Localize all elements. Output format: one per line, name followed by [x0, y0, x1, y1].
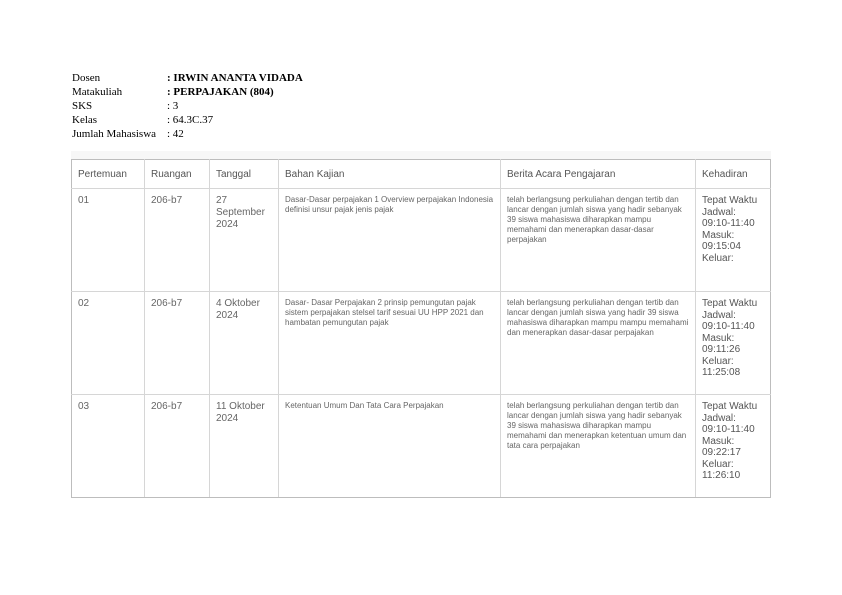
- kehadiran-status: Tepat Waktu: [702, 195, 758, 206]
- kelas-value: : 64.3C.37: [167, 114, 214, 126]
- cell-kehadiran: [696, 395, 771, 498]
- header-kehadiran: Kehadiran: [696, 160, 771, 189]
- matakuliah-label: Matakuliah: [72, 86, 123, 98]
- jumlah-mahasiswa-label: Jumlah Mahasiswa: [72, 128, 157, 140]
- table-row: [72, 189, 771, 292]
- attendance-table: [71, 159, 771, 498]
- cell-bahan-kajian: Dasar-Dasar perpajakan 1 Overview perpajakan Indonesia definisi unsur pajak jenis pajak: [279, 189, 501, 292]
- cell-berita-acara: telah berlangsung perkuliahan dengan tertib dan lancar dengan jumlah siswa yang hadir 39 siswa mahasiswa diharapkan mampu mampu memahami dan menerapkan dasar-dasar perpajakan: [501, 292, 696, 395]
- jumlah-mahasiswa-value: : 42: [167, 128, 184, 140]
- kehadiran-masuk-label: Masuk:: [702, 332, 735, 344]
- cell-pertemuan: 02: [72, 292, 145, 395]
- cell-pertemuan: 03: [72, 395, 145, 498]
- cell-kehadiran: [696, 292, 771, 395]
- header-tanggal: Tanggal: [210, 160, 279, 189]
- kehadiran-jadwal: 09:10-11:40: [702, 424, 755, 435]
- kehadiran-masuk: 09:11:26: [702, 344, 741, 355]
- header-ruangan: Ruangan: [145, 160, 210, 189]
- kehadiran-masuk-label: Masuk:: [702, 229, 735, 241]
- kehadiran-keluar-label: Keluar:: [702, 252, 734, 264]
- kehadiran-jadwal: 09:10-11:40: [702, 321, 755, 332]
- course-info: [72, 71, 303, 141]
- kehadiran-masuk-label: Masuk:: [702, 435, 735, 447]
- header-berita-acara: Berita Acara Pengajaran: [501, 160, 696, 189]
- table-row: [72, 292, 771, 395]
- header-pertemuan: Pertemuan: [72, 160, 145, 189]
- table-row: [72, 395, 771, 498]
- sks-value: : 3: [167, 100, 179, 112]
- attendance-table-wrapper: [71, 151, 771, 498]
- kehadiran-keluar: 11:25:08: [702, 367, 741, 378]
- kehadiran-keluar: 11:26:10: [702, 470, 741, 481]
- cell-berita-acara: telah berlangsung perkuliahan dengan tertib dan lancar dengan jumlah siswa yang hadir sebanyak 39 siswa mahasiswa diharapkan mampu memahami dan menerapkan ketentuan umum dan tata cara perpajakan: [501, 395, 696, 498]
- header-bahan-kajian: Bahan Kajian: [279, 160, 501, 189]
- info-row-jumlah: [72, 127, 303, 141]
- dosen-value: : IRWIN ANANTA VIDADA: [167, 72, 303, 84]
- table-top-band: [71, 151, 771, 159]
- info-row-dosen: [72, 71, 303, 85]
- cell-pertemuan: 01: [72, 189, 145, 292]
- cell-bahan-kajian: Ketentuan Umum Dan Tata Cara Perpajakan: [279, 395, 501, 498]
- info-row-matakuliah: [72, 85, 303, 99]
- info-row-sks: [72, 99, 303, 113]
- cell-ruangan: 206-b7: [145, 189, 210, 292]
- cell-tanggal: 11 Oktober 2024: [210, 395, 279, 498]
- cell-kehadiran: [696, 189, 771, 292]
- cell-tanggal: 27 September 2024: [210, 189, 279, 292]
- kehadiran-status: Tepat Waktu: [702, 298, 758, 309]
- info-row-kelas: [72, 113, 303, 127]
- kehadiran-jadwal-label: Jadwal:: [702, 309, 736, 321]
- kehadiran-status: Tepat Waktu: [702, 401, 758, 412]
- kelas-label: Kelas: [72, 114, 98, 126]
- kehadiran-keluar-label: Keluar:: [702, 355, 734, 367]
- table-header-row: [72, 160, 771, 189]
- cell-tanggal: 4 Oktober 2024: [210, 292, 279, 395]
- kehadiran-masuk: 09:15:04: [702, 241, 741, 252]
- cell-bahan-kajian: Dasar- Dasar Perpajakan 2 prinsip pemungutan pajak sistem perpajakan stelsel tarif sesuai UU HPP 2021 dan hambatan pemungutan pajak: [279, 292, 501, 395]
- kehadiran-jadwal-label: Jadwal:: [702, 412, 736, 424]
- matakuliah-value: : PERPAJAKAN (804): [167, 86, 274, 98]
- sks-label: SKS: [72, 100, 93, 112]
- kehadiran-jadwal-label: Jadwal:: [702, 206, 736, 218]
- kehadiran-keluar-label: Keluar:: [702, 458, 734, 470]
- cell-ruangan: 206-b7: [145, 292, 210, 395]
- dosen-label: Dosen: [72, 72, 101, 84]
- kehadiran-masuk: 09:22:17: [702, 447, 741, 458]
- cell-ruangan: 206-b7: [145, 395, 210, 498]
- kehadiran-jadwal: 09:10-11:40: [702, 218, 755, 229]
- cell-berita-acara: telah berlangsung perkuliahan dengan tertib dan lancar dengan jumlah siswa yang hadir sebanyak 39 siswa mahasiswa diharapkan mampu memahami dan menerapkan dasar-dasar perpajakan: [501, 189, 696, 292]
